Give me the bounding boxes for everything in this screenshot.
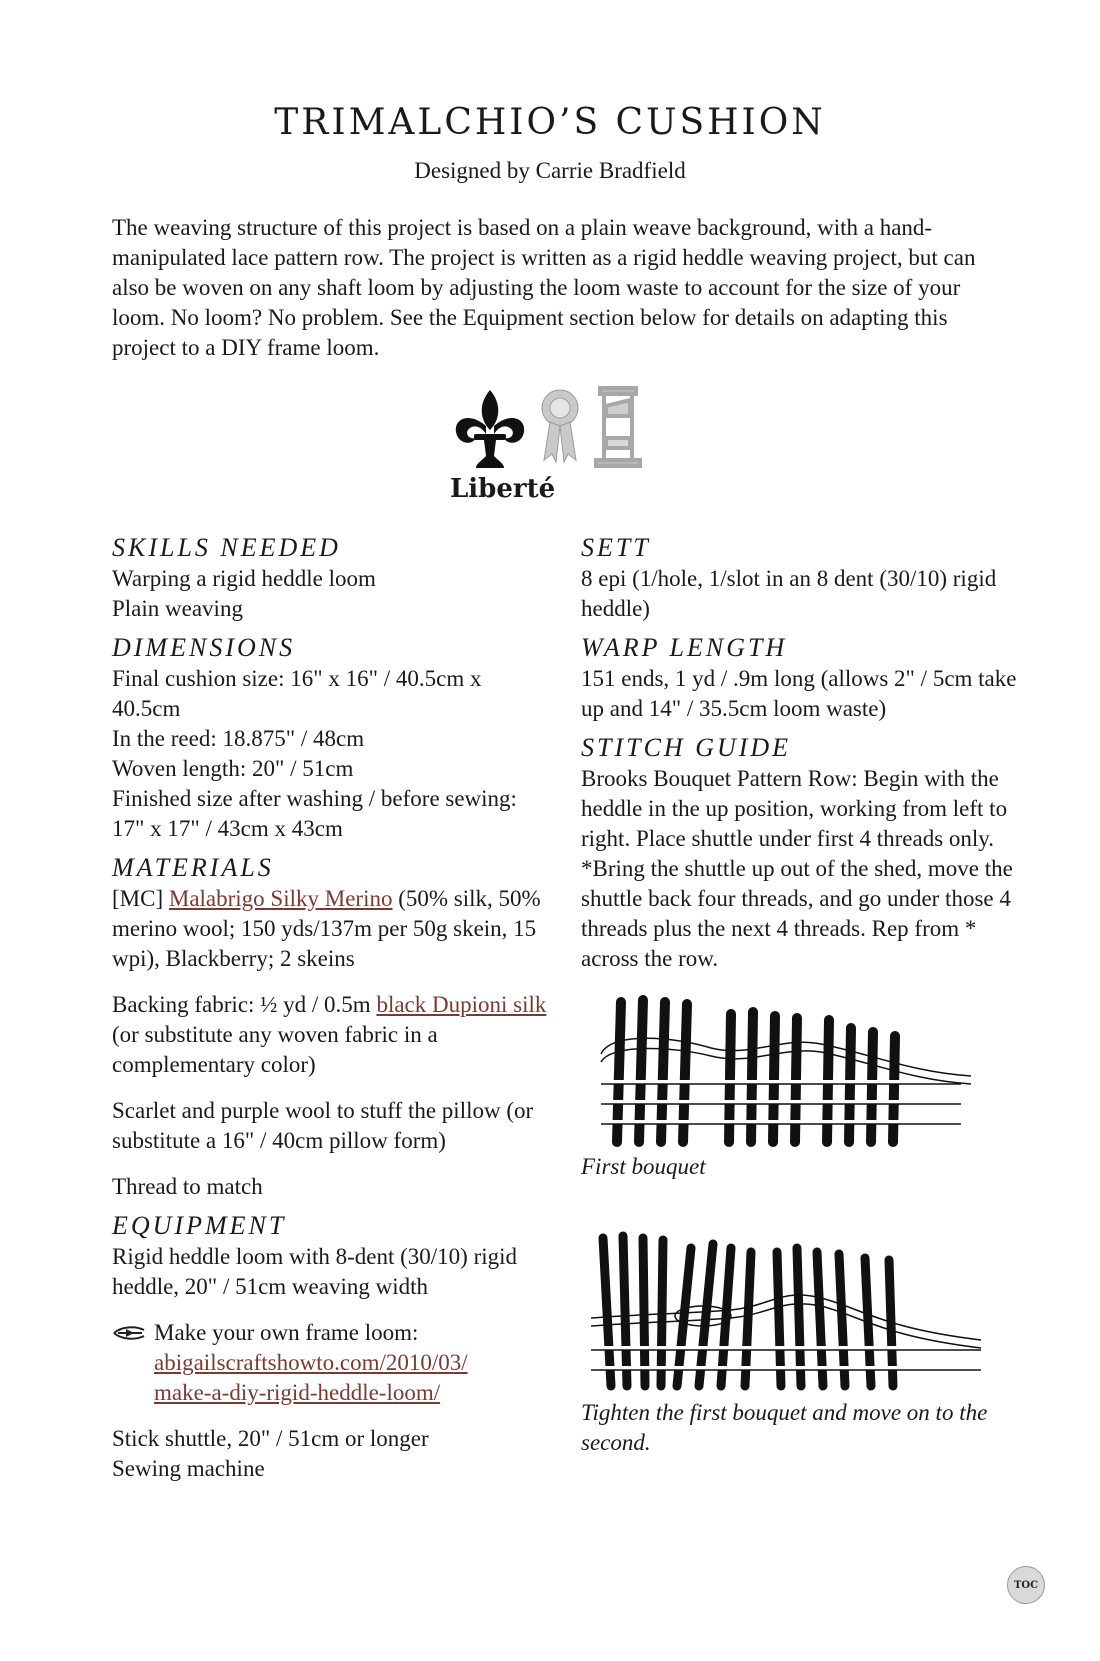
page-title: TRIMALCHIO’S CUSHION [274,102,826,143]
frame-loom-tip [112,1318,552,1408]
tighten-bouquet-figure [581,1218,1021,1398]
frame-loom-link-cont[interactable]: make-a-diy-rigid-heddle-loom/ [154,1380,441,1405]
designer-byline: Designed by Carrie Bradfield [414,158,686,183]
liberte-label: Liberté [450,474,556,504]
skill-item: Plain weaving [112,596,243,621]
mc-details: (50% silk, 50% merino wool; 150 yds/137m per 50g skein, 15 wpi), Blackberry; 2 skeins [112,886,541,971]
dimension-item: Final cushion size: 16" x 16" / 40.5cm x 40.5cm [112,666,482,721]
dimension-item: In the reed: 18.875" / 48cm [112,726,365,751]
intro-paragraph: The weaving structure of this project is based on a plain weave background, with a hand-manipulated lace pattern row. The project is written as a rigid heddle weaving project, but can also be woven on any shaft loom by adjusting the loom waste to account for the size of your loom. No loom? No problem. See the Equipment section below for details on adapting this project to a DIY frame loom. [112,215,976,360]
warp-length-heading: WARP LENGTH [581,633,788,662]
sett-heading: SETT [581,533,651,562]
materials-heading: MATERIALS [112,853,274,882]
dimensions-heading: DIMENSIONS [112,633,296,662]
guillotine-icon [596,388,640,466]
stitch-guide-heading: STITCH GUIDE [581,733,792,762]
first-bouquet-caption: First bouquet [581,1154,706,1179]
skills-heading: SKILLS NEEDED [112,533,341,562]
dimension-item: Finished size after washing / before sewing: 17" x 17" / 43cm x 43cm [112,786,517,841]
frame-loom-label: Make your own frame loom: [154,1320,419,1345]
mc-prefix: [MC] [112,886,169,911]
fleur-de-lis-icon [456,390,524,468]
materials-mc [112,884,552,974]
materials-stuffing: Scarlet and purple wool to stuff the pillow (or substitute a 16" / 40cm pillow form) [112,1098,534,1153]
backing-prefix: Backing fabric: ½ yd / 0.5m [112,992,377,1017]
rosette-icon [542,390,578,462]
equipment-sewing: Sewing machine [112,1456,265,1481]
malabrigo-link[interactable]: Malabrigo Silky Merino [168,886,393,911]
equipment-heading: EQUIPMENT [112,1211,287,1240]
stitch-guide-text: Brooks Bouquet Pattern Row: Begin with the heddle in the up position, working from left to right. Place shuttle under first 4 threads only. *Bring the shuttle up out of the shed, move the shuttle back four threads, and go under those 4 threads plus the next 4 threads. Rep from * across the row. [581,766,1013,971]
equipment-loom: Rigid heddle loom with 8-dent (30/10) rigid heddle, 20" / 51cm weaving width [112,1244,518,1299]
materials-thread: Thread to match [112,1174,263,1199]
backing-details: (or substitute any woven fabric in a complementary color) [112,1022,438,1077]
dupioni-silk-link[interactable]: black Dupioni silk [376,992,547,1017]
frame-loom-link[interactable]: abigailscraftshowto.com/2010/03/ [154,1350,468,1375]
skill-item: Warping a rigid heddle loom [112,566,376,591]
first-bouquet-figure [581,992,1021,1152]
toc-button[interactable]: TOC [1007,1566,1045,1604]
dimension-item: Woven length: 20" / 51cm [112,756,354,781]
tighten-bouquet-caption: Tighten the first bouquet and move on to the second. [581,1400,988,1455]
left-column [112,532,552,1484]
right-column [581,532,1021,1458]
shuttle-bullet-icon [112,1318,154,1342]
warp-length-text: 151 ends, 1 yd / .9m long (allows 2" / 5cm take up and 14" / 35.5cm loom waste) [581,666,1017,721]
equipment-shuttle: Stick shuttle, 20" / 51cm or longer [112,1426,429,1451]
sett-text: 8 epi (1/hole, 1/slot in an 8 dent (30/10) rigid heddle) [581,566,997,621]
materials-backing [112,990,552,1080]
